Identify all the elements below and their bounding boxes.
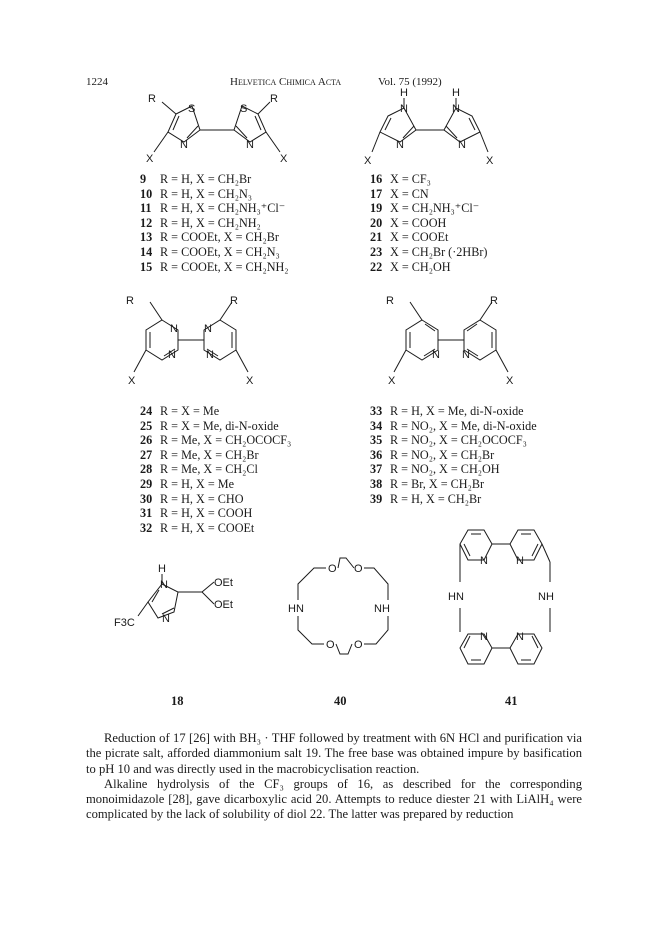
r-label: R <box>386 295 394 307</box>
s-label: S <box>188 103 196 115</box>
n-label: N <box>162 613 170 625</box>
bithiazole-compound-list <box>140 172 289 274</box>
n-label: N <box>204 323 212 335</box>
bipyridine-structure <box>380 292 530 392</box>
x-label: X <box>506 375 514 387</box>
compound-row: 10 R = H, X = CH₂N₃ <box>140 186 252 201</box>
compound-row: 16 X = CF₃ <box>370 172 431 186</box>
compound-row: 13 R = COOEt, X = CH₂Br <box>140 230 279 245</box>
compound-row: 20 X = COOH <box>370 215 447 230</box>
o-label: O <box>326 639 335 651</box>
biimidazole-compound-list <box>370 172 487 274</box>
compound-row: 30 R = H, X = CHO <box>140 491 244 506</box>
x-label: X <box>486 155 494 167</box>
s-label: S <box>240 103 248 115</box>
compound-row: 34 R = NO₂, X = Me, di-N-oxide <box>370 418 537 433</box>
hn-label: HN <box>288 603 304 615</box>
compound-row: 36 R = NO₂, X = CH₂Br <box>370 447 495 462</box>
compound-row: 17 X = CN <box>370 186 429 201</box>
bipyrimidine-structure <box>120 292 270 392</box>
x-label: X <box>388 375 396 387</box>
volume-info: Vol. 75 (1992) <box>378 76 442 88</box>
r-label: R <box>230 295 238 307</box>
n-label: N <box>180 139 188 151</box>
compound-row: 39 R = H, X = CH₂Br <box>370 491 482 506</box>
compound-row: 26 R = Me, X = CH₂OCOCF₃ <box>140 433 292 448</box>
bithiazole-structure <box>140 88 310 168</box>
caption-18: 18 <box>171 694 184 708</box>
x-label: X <box>146 153 154 165</box>
compound-row: 22 X = CH₂OH <box>370 259 451 274</box>
n-label: N <box>462 349 470 361</box>
compound-row: 11 R = H, X = CH₂NH₃⁺Cl⁻ <box>140 201 286 216</box>
compound-row: 27 R = Me, X = CH₂Br <box>140 447 259 462</box>
r-label: R <box>490 295 498 307</box>
o-label: O <box>354 639 363 651</box>
n-label: N <box>480 631 488 643</box>
biimidazole-structure <box>360 86 510 170</box>
oet-label: OEt <box>214 599 233 611</box>
n-label: N <box>206 349 214 361</box>
page-number: 1224 <box>86 76 108 88</box>
compound-row: 12 R = H, X = CH₂NH₂ <box>140 215 261 230</box>
compound-row: 31 R = H, X = COOH <box>140 506 253 521</box>
compound-18-structure <box>110 562 270 642</box>
compound-row: 23 X = CH₂Br (·2HBr) <box>370 244 488 259</box>
compound-row: 28 R = Me, X = CH₂Cl <box>140 462 258 477</box>
x-label: X <box>280 153 288 165</box>
n-label: N <box>452 103 460 115</box>
bipyrimidine-compound-list <box>140 404 291 535</box>
n-label: N <box>160 579 168 591</box>
h-label: H <box>400 87 408 99</box>
compound-row: 33 R = H, X = Me, di-N-oxide <box>370 404 524 418</box>
x-label: X <box>364 155 372 167</box>
compound-row: 14 R = COOEt, X = CH₂N₃ <box>140 244 280 259</box>
caption-41: 41 <box>505 694 518 708</box>
n-label: N <box>246 139 254 151</box>
r-label: R <box>148 93 156 105</box>
x-label: X <box>246 375 254 387</box>
hn-label: HN <box>448 591 464 603</box>
journal-name: Helvetica Chimica Acta <box>230 76 342 88</box>
compound-row: 15 R = COOEt, X = CH₂NH₂ <box>140 259 289 274</box>
compound-row: 37 R = NO₂, X = CH₂OH <box>370 462 500 477</box>
f3c-label: F3C <box>114 617 135 629</box>
h-label: H <box>158 563 166 575</box>
compound-row: 21 X = COOEt <box>370 230 449 245</box>
o-label: O <box>354 563 363 575</box>
compound-row: 38 R = Br, X = CH₂Br <box>370 476 485 491</box>
x-label: X <box>128 375 136 387</box>
n-label: N <box>458 139 466 151</box>
n-label: N <box>396 139 404 151</box>
oet-label: OEt <box>214 577 233 589</box>
compound-41-structure <box>438 522 588 678</box>
body-text <box>86 731 582 823</box>
nh-label: NH <box>374 603 390 615</box>
nh-label: NH <box>538 591 554 603</box>
compound-row: 29 R = H, X = Me <box>140 476 235 491</box>
o-label: O <box>328 563 337 575</box>
n-label: N <box>516 555 524 567</box>
n-label: N <box>170 323 178 335</box>
h-label: H <box>452 87 460 99</box>
n-label: N <box>168 349 176 361</box>
n-label: N <box>432 349 440 361</box>
r-label: R <box>270 93 278 105</box>
compound-row: 35 R = NO₂, X = CH₂OCOCF₃ <box>370 433 527 448</box>
bipyridine-compound-list <box>370 404 537 506</box>
r-label: R <box>126 295 134 307</box>
paragraph: Reduction of 17 [26] with BH₃ · THF followed by treatment with 6N HCl and purification via the picrate salt, afforded diammonium salt 19. The free base was obtained impure by basification to pH 10 and was directly used in the macrobicyclisation reaction. <box>86 731 582 776</box>
n-label: N <box>480 555 488 567</box>
n-label: N <box>400 103 408 115</box>
n-label: N <box>516 631 524 643</box>
compound-row: 9 R = H, X = CH₂Br <box>140 172 252 186</box>
compound-row: 24 R = X = Me <box>140 404 220 418</box>
compound-row: 25 R = X = Me, di-N-oxide <box>140 418 279 433</box>
compound-row: 32 R = H, X = COOEt <box>140 520 255 535</box>
compound-row: 19 X = CH₂NH₃⁺Cl⁻ <box>370 201 480 216</box>
caption-40: 40 <box>334 694 347 708</box>
paragraph: Alkaline hydrolysis of the CF₃ groups of 16, as described for the corresponding monoimidazole [28], gave dicarboxylic acid 20. Attempts to reduce diester 21 with LiAlH₄ were complicated by the lack of solubility of diol 22. The latter was prepared by reduction <box>86 776 582 822</box>
compound-40-structure <box>278 544 406 664</box>
